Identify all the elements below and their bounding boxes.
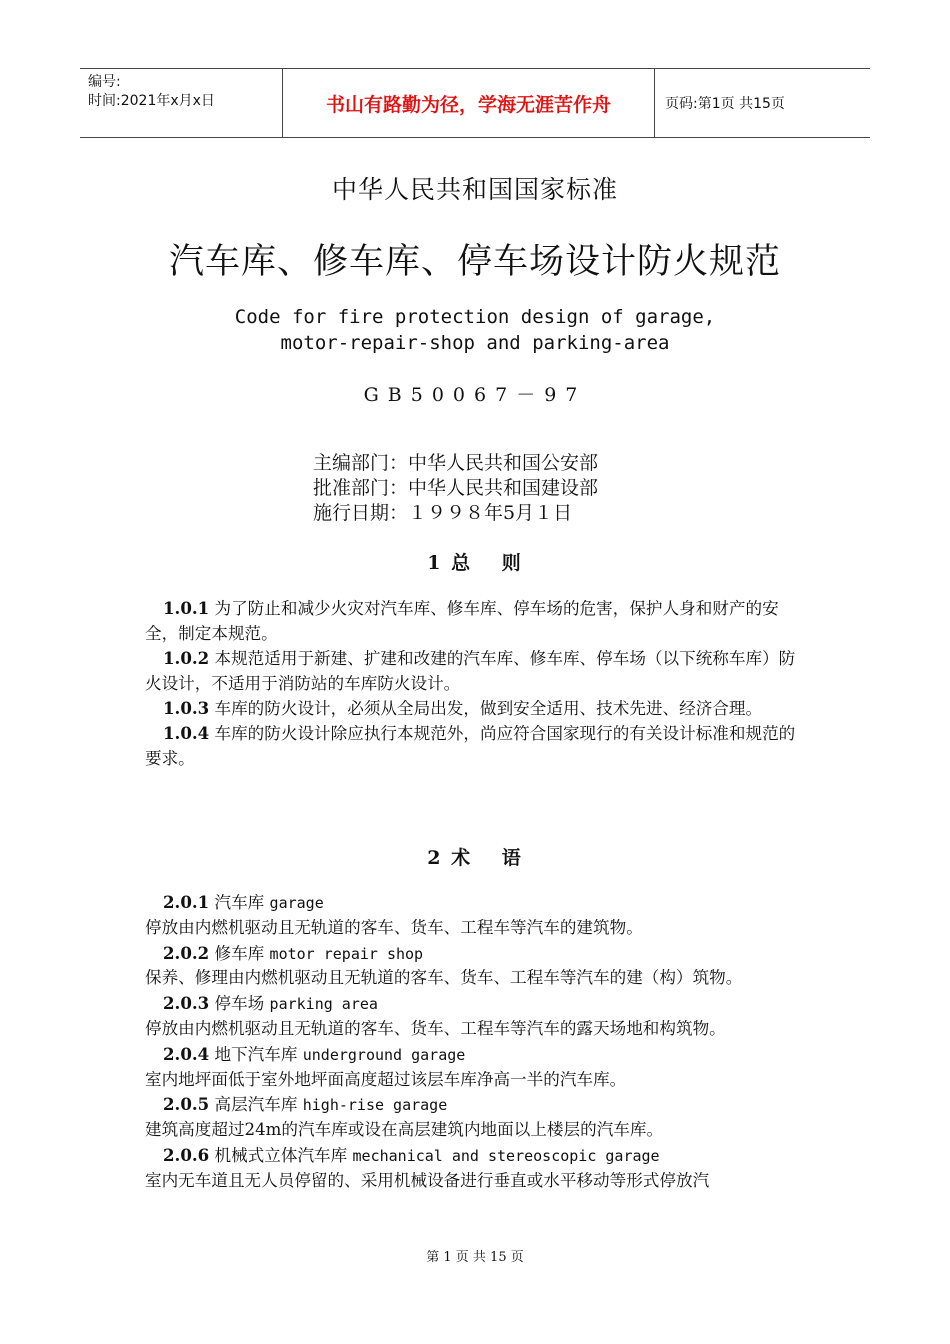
effective-date: 施行日期：１９９８年5月１日 (313, 502, 573, 524)
term-zh: 地下汽车库 (209, 1044, 303, 1064)
page-header (80, 68, 870, 138)
term-zh: 停车场 (209, 994, 270, 1014)
clause-number: 2.0.6 (163, 1144, 210, 1165)
approver-dept: 批准部门：中华人民共和国建设部 (313, 477, 599, 499)
term-zh: 修车库 (209, 943, 270, 963)
clause (145, 596, 810, 646)
clause-number: 2.0.3 (163, 993, 210, 1014)
header-page-info: 页码:第1页 共15页 (665, 96, 785, 112)
clause-text: 车库的防火设计，必须从全局出发，做到安全适用、技术先进、经济合理。 (209, 699, 763, 718)
clause-number: 2.0.5 (163, 1094, 210, 1115)
term-heading (145, 941, 810, 967)
clause (145, 721, 810, 771)
clause-number: 2.0.2 (163, 942, 210, 963)
section-heading: 2 术 语 (427, 847, 523, 869)
term-en: parking area (269, 995, 378, 1014)
term-zh: 汽车库 (209, 893, 270, 912)
term-definition: 保养、修理由内燃机驱动且无轨道的客车、货车、工程车等汽车的建（构）筑物。 (145, 968, 743, 988)
time-label: 时间:2021年x月x日 (88, 93, 215, 109)
term-heading (145, 991, 810, 1017)
clause-text: 车库的防火设计除应执行本规范外，尚应符合国家现行的有关设计标准和规范的要求。 (145, 724, 796, 768)
term-definition: 室内无车道且无人员停留的、采用机械设备进行垂直或水平移动等形式停放汽 (145, 1170, 710, 1190)
term-definition: 停放由内燃机驱动且无轨道的客车、货车、工程车等汽车的建筑物。 (145, 917, 643, 937)
english-title (0, 304, 950, 356)
term-heading (145, 890, 810, 916)
term-zh: 机械式立体汽车库 (209, 1145, 353, 1165)
page-footer: 第 1 页 共 15 页 (426, 1250, 524, 1265)
clause (145, 646, 810, 696)
clause-number: 1.0.2 (163, 648, 210, 668)
term-en: underground garage (302, 1045, 466, 1064)
clause-number: 2.0.4 (163, 1043, 210, 1064)
term-en: motor repair shop (269, 944, 424, 963)
clause-number: 1.0.4 (163, 723, 210, 743)
document-meta (313, 451, 598, 526)
clause-number: 2.0.1 (163, 892, 210, 912)
term-definition: 停放由内燃机驱动且无轨道的客车、货车、工程车等汽车的露天场地和构筑物。 (145, 1018, 726, 1038)
clause (145, 696, 810, 721)
english-title-line-2: motor-repair-shop and parking-area (280, 332, 670, 354)
clause-number: 1.0.3 (163, 698, 210, 718)
english-title-line-1: Code for fire protection design of garage, (234, 306, 716, 328)
term-heading (145, 1042, 810, 1068)
section-heading: 1 总 则 (427, 552, 523, 574)
clause-text: 本规范适用于新建、扩建和改建的汽车库、修车库、停车场（以下统称车库）防火设计，不适用于消防站的车库防火设计。 (145, 649, 796, 693)
term-definition: 室内地坪面低于室外地坪面高度超过该层车库净高一半的汽车库。 (145, 1069, 627, 1089)
clause-text: 为了防止和减少火灾对汽车库、修车库、停车场的危害，保护人身和财产的安全，制定本规范。 (145, 599, 779, 643)
standard-type: 中华人民共和国国家标准 (331, 175, 618, 204)
section-1-body (145, 596, 810, 771)
editor-dept: 主编部门：中华人民共和国公安部 (313, 452, 599, 474)
term-en: high-rise garage (302, 1096, 448, 1115)
number-label: 编号: (88, 74, 121, 90)
clause-number: 1.0.1 (163, 598, 210, 618)
term-heading (145, 1092, 810, 1118)
header-meta (80, 69, 282, 137)
term-heading (145, 1143, 810, 1169)
term-en: mechanical and stereoscopic garage (352, 1146, 660, 1165)
standard-code: GB50067－97 (363, 384, 587, 406)
section-2-body (145, 890, 810, 1194)
term-definition: 建筑高度超过24m的汽车库或设在高层建筑内地面以上楼层的汽车库。 (145, 1120, 664, 1140)
header-motto: 书山有路勤为径，学海无涯苦作舟 (282, 69, 655, 137)
term-zh: 高层汽车库 (209, 1095, 303, 1115)
document-title: 汽车库、修车库、停车场设计防火规范 (168, 242, 781, 282)
term-en: garage (269, 894, 324, 912)
